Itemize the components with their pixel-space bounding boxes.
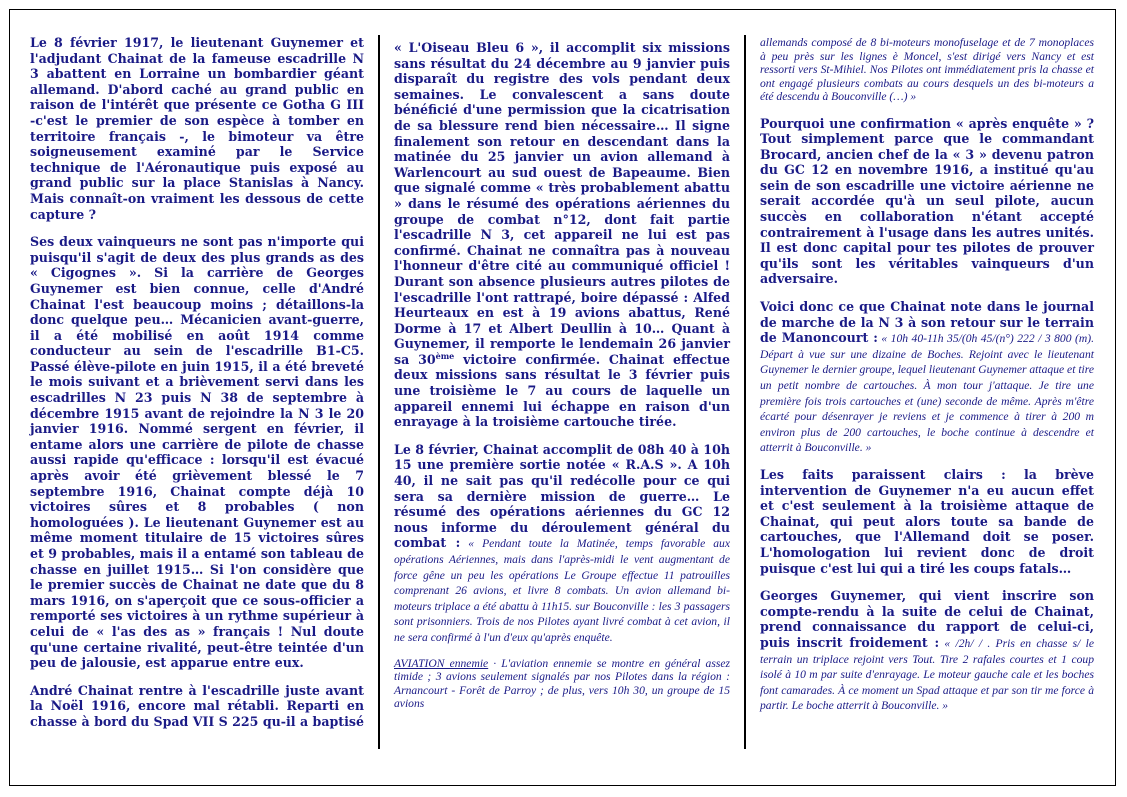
paragraph-confirmation: Pourquoi une confirmation « après enquête » ? Tout simplement parce que le commandant Brocard, ancien chef de la « 3 » devenu patron du GC 12 en novembre 1916, a institué qu'au sein de son escadrille une victoire aérienne ne serait accordée qu'à un seul pilote, aucun succès en collaboration n'étant accepté contrairement à l'usage dans les autres unités. Il est donc capital pour tes pilotes de prouver qu'ils sont les véritables vainqueurs d'un adversaire. <box>760 115 1094 287</box>
aviation-heading: AVIATION ennemie <box>394 656 489 670</box>
paragraph-missions <box>394 40 730 430</box>
superscript: ème <box>435 350 455 361</box>
paragraph-journal <box>760 299 1094 455</box>
text-segment: « L'Oiseau Bleu 6 », il accomplit six missions sans résultat du 24 décembre au 9 janvier puis disparaît du registre des vols pendant deux semaines. Le convalescent a sans doute bénéficié d'une permission que la cicatrisation de sa blessure rend bien nécessaire… Il signe finalement son retour en descendant dans la matinée du 25 janvier un avion allemand à Warlencourt au sud ouest de Bapeaume. Bien que signalé comme « très probablement abattu » dans le résumé des opérations aériennes du groupe de combat n°12, dont fait partie l'escadrille N 3, cet appareil ne lui est pas confirmé. Chainat ne connaîtra pas à nouveau l'honneur d'être cité au communiqué officiel ! Durant son absence plusieurs autres pilotes de l'escadrille l'ont rattrapé, boire dépassé : Alfed Heurteaux en est à 19 avions abattus, René Dorme à 17 et Albert Deullin à 10… Quant à Guynemer, il remporte le lendemain 26 janvier sa 30 <box>394 40 730 367</box>
quote-gc12-summary: « Pendant toute la Matinée, temps favorable aux opérations Aériennes, mais dans l'après-midi le vent augmentant de force gêne un peu les opérations Le Groupe effectue 11 patrouilles comprenant 26 avions, et livre 8 combats. Un avion allemand bi-moteurs triplace a été abattu à 11h15. sur Bouconville : les 3 passagers sont prisonniers. Trois de nos Pilotes ayant livré combat à cet avion, il ne sera confirmé à l'un d'eux qu'après enquête. <box>394 537 730 644</box>
quote-guynemer-report: « /2h/ / . Pris en chasse s/ le terrain un triplace rejoint vers Tout. Tire 2 rafales courtes et 1 coup isolé à 10 m par suite d'enrayage. Le moteur gauche cale et les boches font camarades. À ce moment un Spad attaque et par son tir me force à partir. Le boche atterrit à Bouconville. » <box>760 636 1094 713</box>
text-segment: victoire confirmée. Chainat effectue deux missions sans résultat le 3 février puis une troisième le 7 au cours de laquelle un appareil ennemi lui échappe en raison d'un enrayage à la troisième cartouche tirée. <box>394 351 730 430</box>
quote-chainat-report: « 10h 40-11h 35/(0h 45/(n°) 222 / 3 800 (m). Départ à vue sur une dizaine de Boches. Rejoint avec le lieutenant Guynemer le dernier groupe, lequel lieutenant Guynemer attaque et tire un petit nombre de cartouches. À mon tour j'attaque. Je tire une première fois trois cartouches et (une) seconde de même. Après m'être écarté pour désenrayer je reviens et je commence à tirer à 200 m environ plus de 200 cartouches, le boche continue à descendre et atterrit à Bouconville. » <box>760 332 1094 455</box>
column-rule-left <box>378 35 380 749</box>
paragraph-return: André Chainat rentre à l'escadrille juste avant la Noël 1916, encore mal rétabli. Reparti en chasse à bord du Spad VII S 225 qu-il a baptisé <box>30 682 364 729</box>
column-2 <box>394 40 730 723</box>
paragraph-combat <box>394 442 730 645</box>
quote-continuation: allemands composé de 8 bi-moteurs monofuselage et de 7 monoplaces à peu près sur les lignes è Moncel, s'est dirigé vers Nancy et est ressorti vers St-Mihiel. Nos Pilotes ont immédiatement pris la chasse et ont engagé plusieurs combats au cours desquels un des bi-moteurs a été descendu à Bouconville (…) » <box>760 36 1094 103</box>
paragraph-enemy-aviation <box>394 657 730 711</box>
paragraph-victors: Ses deux vainqueurs ne sont pas n'importe qui puisqu'il s'agit de deux des plus grands as des « Cigognes ». Si la carrière de Georges Guynemer est bien connue, celle d'André Chainat l'est beaucoup moins ; détaillons-la donc quelque peu… Mécanicien avant-guerre, il a été mobilisé en août 1914 comme conducteur au sein de l'escadrille B1-C5. Passé élève-pilote en juin 1915, il a été breveté le mois suivant et a brièvement servi dans les escadrilles N 23 puis N 38 de septembre à décembre 1915 avant de rejoindre la N 3 le 20 janvier 1916. Nommé sergent en février, il entame alors une carrière de pilote de chasse aussi rapide qu'efficace : lorsqu'il est évacué après avoir été grièvement blessé le 7 septembre 1916, Chainat compte déjà 10 victoires sûres et 8 probables ( non homologuées ). Le lieutenant Guynemer est au même moment titulaire de 15 victoires sûres et 9 probables, mais il a entamé son tableau de chasse en juillet 1915… Si l'on considère que le premier succès de Chainat ne date que du 8 mars 1916, on s'aperçoit que ce sous-officier a remporté ses victoires à un rythme supérieur à celui de « l'as des as » français ! Nul doute qu'une certaine rivalité, peut-être teintée d'un peu de jalousie, est apparue entre eux. <box>30 234 364 671</box>
column-3 <box>760 36 1094 725</box>
quote-enemy-aviation: · L'aviation ennemie se montre en général assez timide ; 3 avions seulement signalés par nos Pilotes dans la région : Arnancourt - Forêt de Parroy ; de plus, vers 10h 30, un groupe de 15 avions <box>394 656 730 711</box>
text-segment: Georges Guynemer, qui vient inscrire son compte-rendu à la suite de celui de Chainat, prend connaissance du rapport de celui-ci, puis inscrit froidement : <box>760 588 1094 650</box>
text-segment: Le 8 février, Chainat accomplit de 08h 40 à 10h 15 une première sortie notée « R.A.S ». A 10h 40, il ne sait pas qu'il redécolle pour ce qui sera sa dernière mission de guerre… Le résumé des opérations aériennes du GC 12 nous informe du déroulement général du combat : <box>394 441 730 551</box>
paragraph-intro: Le 8 février 1917, le lieutenant Guynemer et l'adjudant Chainat de la fameuse escadrille N 3 abattent en Lorraine un bombardier géant allemand. D'abord caché au grand public en raison de l'intérêt que présente ce Gotha G III -c'est le premier de son espèce à tomber en territoire français -, le bimoteur va être soigneusement examiné par le Service technique de l'Aéronautique puis exposé au grand public sur la place Stanislas à Nancy. Mais connaît-on vraiment les dessous de cette capture ? <box>30 35 364 222</box>
paragraph-facts: Les faits paraissent clairs : la brève intervention de Guynemer n'a eu aucun effet et c'est seulement à la troisième attaque de Chainat, qui peut alors toute sa bande de cartouches, que l'Allemand doit se poser. L'homologation lui revient donc de droit puisque c'est lui qui a tiré les coups fatals… <box>760 466 1094 576</box>
paragraph-guynemer <box>760 588 1094 713</box>
column-rule-right <box>744 35 746 749</box>
text-segment: Voici donc ce que Chainat note dans le journal de marche de la N 3 à son retour sur le terrain de Manoncourt : <box>760 299 1094 346</box>
column-1 <box>30 35 364 742</box>
